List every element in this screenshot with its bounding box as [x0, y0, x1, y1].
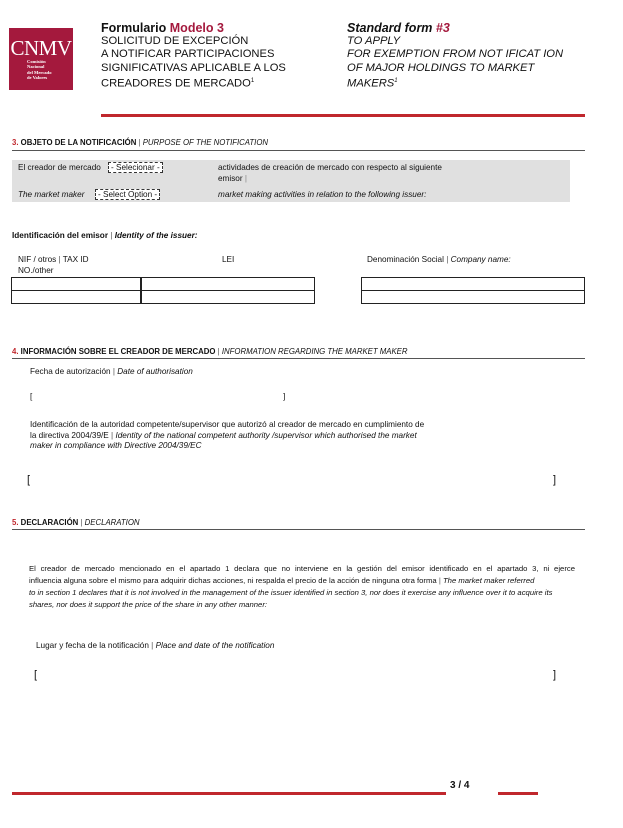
footer-rule-right — [498, 792, 538, 795]
header-line: MAKERS$^1$ — [347, 77, 398, 90]
header-line: FOR EXEMPTION FROM NOT IFICAT ION — [347, 48, 564, 61]
header-line: A NOTIFICAR PARTICIPACIONES — [101, 48, 275, 61]
bracket-open: [ — [34, 669, 38, 681]
nif-field-2[interactable] — [11, 290, 142, 304]
col-company-name-label: Denominación Social | Company name: — [367, 255, 511, 264]
logo-text: CNMV — [10, 36, 72, 60]
form-title-es: Formulario Modelo 3 — [101, 21, 224, 35]
lei-field-1[interactable] — [140, 277, 315, 291]
section-5-heading: 5. DECLARACIÓN | DECLARATION — [12, 518, 140, 527]
place-date-label: Lugar y fecha de la notificación | Place and date of the notification — [36, 641, 275, 650]
page-number: 3 / 4 — [450, 780, 470, 791]
header-line: SIGNIFICATIVAS APLICABLE A LOS — [101, 61, 286, 74]
logo-subtitle-line: del Mercado — [27, 69, 52, 75]
col-nif-label: NIF / otros | TAX ID NO./other — [18, 255, 89, 275]
header-line: OF MAJOR HOLDINGS TO MARKET — [347, 61, 535, 74]
bracket-open: [ — [30, 392, 33, 401]
place-date-field[interactable] — [44, 669, 549, 683]
purpose-label-en: The market maker — [18, 190, 85, 199]
form-title-en: Standard form #3 — [347, 21, 450, 35]
company-name-field-1[interactable] — [361, 277, 585, 291]
company-name-field-2[interactable] — [361, 290, 585, 304]
col-lei-label: LEI — [222, 255, 235, 264]
nif-field-1[interactable] — [11, 277, 142, 291]
footer-rule-left — [12, 792, 446, 795]
logo-subtitle — [27, 59, 52, 81]
competent-authority-field[interactable] — [38, 474, 548, 488]
bracket-close: ] — [283, 392, 286, 401]
header-line: CREADORES DE MERCADO$^1$ — [101, 77, 255, 90]
bracket-close: ] — [553, 669, 557, 681]
logo-subtitle-line: Comisión — [27, 59, 46, 64]
lei-field-2[interactable] — [140, 290, 315, 304]
header-rule — [101, 114, 585, 117]
bracket-close: ] — [553, 474, 557, 486]
logo-subtitle-line: de Valores — [27, 75, 48, 81]
header-line: TO APPLY — [347, 35, 401, 48]
purpose-select-es[interactable]: - Selecionar - — [108, 162, 163, 173]
cnmv-logo — [9, 28, 73, 90]
section-rule — [12, 529, 585, 530]
bracket-open: [ — [27, 474, 31, 486]
purpose-label-es: El creador de mercado — [18, 163, 101, 172]
section-4-heading: 4. INFORMACIÓN SOBRE EL CREADOR DE MERCADO | INFORMATION REGARDING THE MARKET MAKER — [12, 347, 408, 356]
section-rule — [12, 150, 585, 151]
purpose-select-en[interactable]: - Select Option - — [95, 189, 160, 200]
declaration-text: El creador de mercado mencionado en el apartado 1 declara que no interviene en la gestión del emisor identificado en el apartado 3, ni ejerce influencia alguna sobre el mismo para adquirir dichas acciones, ni respalda el precio de la acción de ninguna otra forma | The market maker referred to in section 1 declares that it is not involved in the management of the issuer identified in section 3, nor does it exercise any influence over it to acquire its shares, nor does it support the price of the share in any other manner: — [29, 564, 575, 609]
authorisation-date-field[interactable] — [40, 389, 280, 403]
logo-subtitle-line: Nacional — [27, 64, 45, 70]
header-spanish — [101, 22, 321, 91]
purpose-text-es: actividades de creación de mercado con respecto al siguiente emisor | — [218, 163, 442, 183]
purpose-text-en: market making activities in relation to the following issuer: — [218, 190, 427, 199]
section-3-heading: 3. OBJETO DE LA NOTIFICACIÓN | PURPOSE OF THE NOTIFICATION — [12, 138, 269, 147]
authority-label: Identificación de la autoridad competente/supervisor que autorizó al creador de mercado en cumplimiento de la directiva 2004/39/E | Identity of the national competent authority /supervisor which authorised the market maker in compliance with Directive 2004/39/EC — [30, 420, 425, 450]
header-english — [347, 22, 587, 91]
authorisation-date-label: Fecha de autorización | Date of authorisation — [30, 367, 193, 376]
issuer-identity-label: Identificación del emisor | Identity of the issuer: — [12, 231, 198, 240]
section-rule — [12, 358, 585, 359]
header-line: SOLICITUD DE EXCEPCIÓN — [101, 35, 249, 48]
